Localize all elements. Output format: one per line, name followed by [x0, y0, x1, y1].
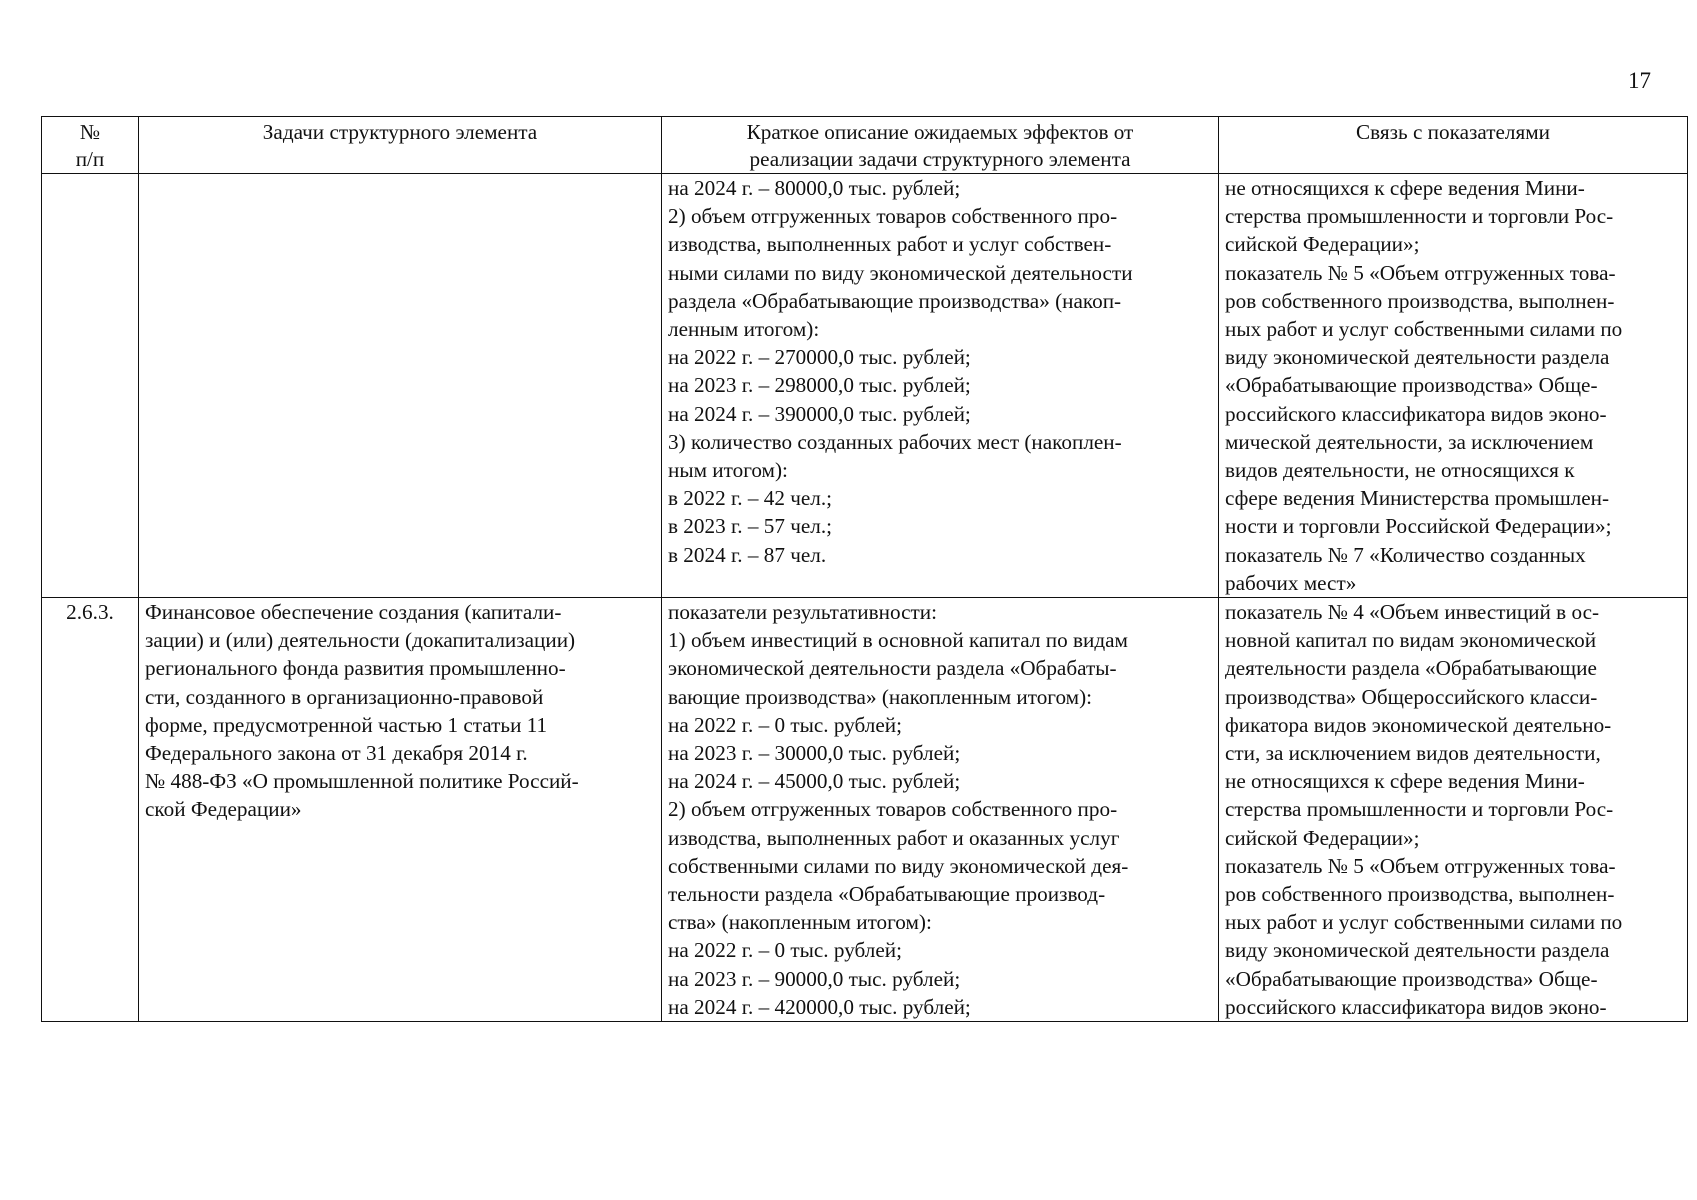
row-1-effect-line: изводства, выполненных работ и услуг собствен-: [668, 232, 1112, 257]
row-2-link-line: деятельности раздела «Обрабатывающие: [1225, 656, 1597, 681]
row-2-link-line: сийской Федерации»;: [1225, 825, 1420, 850]
row-2-effect-line: на 2023 г. – 30000,0 тыс. рублей;: [668, 741, 961, 766]
row-2-effect-line: тельности раздела «Обрабатывающие производ-: [668, 882, 1106, 907]
row-1-effect-line: на 2024 г. – 390000,0 тыс. рублей;: [668, 401, 971, 426]
row-2-link-line: российского классификатора видов эконо-: [1225, 994, 1607, 1019]
row-2-effect: [662, 598, 1219, 1022]
row-2-effect-line: на 2024 г. – 45000,0 тыс. рублей;: [668, 769, 961, 794]
row-1-link: [1219, 174, 1688, 598]
header-num: [42, 117, 139, 174]
row-2-link-line: производства» Общероссийского класси-: [1225, 684, 1598, 709]
row-2-link-line: виду экономической деятельности раздела: [1225, 938, 1610, 963]
row-2-effect-line: собственными силами по виду экономической дея-: [668, 853, 1129, 878]
row-1-link-line: рабочих мест»: [1225, 570, 1357, 595]
row-1-link-line: виду экономической деятельности раздела: [1225, 345, 1610, 370]
row-1-link-line: сфере ведения Министерства промышлен-: [1225, 486, 1610, 511]
row-1-link-line: стерства промышленности и торговли Рос-: [1225, 204, 1614, 229]
row-2-link-line: фикатора видов экономической деятельно-: [1225, 712, 1612, 737]
row-2-link-line: показатель № 4 «Объем инвестиций в ос-: [1225, 600, 1600, 625]
header-effect: [662, 117, 1219, 174]
row-1-effect-line: на 2023 г. – 298000,0 тыс. рублей;: [668, 373, 971, 398]
row-1-effect-line: раздела «Обрабатывающие производства» (накоп-: [668, 288, 1122, 313]
row-2-link-line: сти, за исключением видов деятельности,: [1225, 741, 1601, 766]
header-effect-line-2: реализации задачи структурного элемента: [749, 147, 1131, 171]
row-2-effect-line: на 2022 г. – 0 тыс. рублей;: [668, 712, 902, 737]
row-1-link-line: ности и торговли Российской Федерации»;: [1225, 514, 1612, 539]
row-1-link-line: видов деятельности, не относящихся к: [1225, 458, 1575, 483]
row-1-num: [42, 174, 139, 598]
row-1-effect-line: ными силами по виду экономической деятельности: [668, 260, 1133, 285]
row-1-effect-line: ным итогом):: [668, 458, 788, 483]
row-2-link-line: не относящихся к сфере ведения Мини-: [1225, 769, 1585, 794]
row-1-effect-line: в 2023 г. – 57 чел.;: [668, 514, 833, 539]
row-1-effect-line: на 2022 г. – 270000,0 тыс. рублей;: [668, 345, 971, 370]
document-table: [41, 116, 1688, 1022]
row-2-effect-line: 2) объем отгруженных товаров собственного про-: [668, 797, 1118, 822]
row-2-task-line: регионального фонда развития промышленно-: [145, 656, 566, 681]
row-2-effect-line: на 2023 г. – 90000,0 тыс. рублей;: [668, 966, 961, 991]
row-1-effect-line: 3) количество созданных рабочих мест (накоплен-: [668, 429, 1122, 454]
row-2-task-line: Федерального закона от 31 декабря 2014 г.: [145, 741, 528, 766]
row-1-link-line: не относящихся к сфере ведения Мини-: [1225, 176, 1585, 200]
row-1-effect-line: на 2024 г. – 80000,0 тыс. рублей;: [668, 176, 961, 200]
row-2-link-line: «Обрабатывающие производства» Обще-: [1225, 966, 1598, 991]
row-2-effect-line: ства» (накопленным итогом):: [668, 910, 932, 935]
row-1-link-line: сийской Федерации»;: [1225, 232, 1420, 257]
row-2-link-line: ров собственного производства, выполнен-: [1225, 882, 1615, 907]
row-1-link-line: «Обрабатывающие производства» Обще-: [1225, 373, 1598, 398]
row-1-link-line: российского классификатора видов эконо-: [1225, 401, 1607, 426]
row-1-effect-line: в 2024 г. – 87 чел.: [668, 542, 827, 567]
row-2-task-line: зации) и (или) деятельности (докапитализации): [145, 628, 576, 653]
row-2-effect-line: изводства, выполненных работ и оказанных услуг: [668, 825, 1120, 850]
header-num-line-2: п/п: [75, 147, 105, 171]
header-link-label: Связь с показателями: [1356, 120, 1550, 144]
row-2-num: 2.6.3.: [42, 598, 139, 1022]
row-1-link-line: ных работ и услуг собственными силами по: [1225, 317, 1623, 342]
row-2-effect-line: экономической деятельности раздела «Обрабаты-: [668, 656, 1117, 681]
row-1-link-line: показатель № 5 «Объем отгруженных това-: [1225, 260, 1616, 285]
row-1-link-line: ров собственного производства, выполнен-: [1225, 288, 1615, 313]
row-2-link-line: стерства промышленности и торговли Рос-: [1225, 797, 1614, 822]
header-task: [139, 117, 662, 174]
row-1-link-line: мической деятельности, за исключением: [1225, 429, 1594, 454]
row-2-effect-line: на 2022 г. – 0 тыс. рублей;: [668, 938, 902, 963]
row-2-task-line: № 488-ФЗ «О промышленной политике Россий-: [145, 769, 579, 794]
row-2-effect-line: показатели результативности:: [668, 600, 938, 625]
row-2-link: [1219, 598, 1688, 1022]
row-2-task-line: форме, предусмотренной частью 1 статьи 11: [145, 712, 548, 737]
row-1-effect-line: в 2022 г. – 42 чел.;: [668, 486, 833, 511]
row-2-task-line: Финансовое обеспечение создания (капитали-: [145, 600, 562, 625]
row-1-effect: [662, 174, 1219, 598]
row-1-effect-line: ленным итогом):: [668, 317, 820, 342]
row-2-effect-line: вающие производства» (накопленным итогом):: [668, 684, 1093, 709]
header-effect-line-1: Краткое описание ожидаемых эффектов от: [746, 120, 1134, 144]
table-row: [42, 598, 1688, 1022]
table-header-row: [42, 117, 1688, 174]
row-2-task: [139, 598, 662, 1022]
row-1-task: [139, 174, 662, 598]
row-2-effect-line: на 2024 г. – 420000,0 тыс. рублей;: [668, 994, 971, 1019]
table-row: [42, 174, 1688, 598]
row-2-link-line: показатель № 5 «Объем отгруженных това-: [1225, 853, 1616, 878]
row-1-effect-line: 2) объем отгруженных товаров собственного про-: [668, 204, 1118, 229]
row-2-link-line: ных работ и услуг собственными силами по: [1225, 910, 1623, 935]
row-2-link-line: новной капитал по видам экономической: [1225, 628, 1597, 653]
row-1-link-line: показатель № 7 «Количество созданных: [1225, 542, 1586, 567]
row-2-task-line: сти, созданного в организационно-правовой: [145, 684, 544, 709]
page-number: 17: [1628, 68, 1651, 93]
header-task-label: Задачи структурного элемента: [262, 120, 538, 144]
header-link: [1219, 117, 1688, 174]
header-num-line-1: №: [79, 120, 101, 144]
row-2-effect-line: 1) объем инвестиций в основной капитал по видам: [668, 628, 1128, 653]
row-2-task-line: ской Федерации»: [145, 797, 302, 822]
